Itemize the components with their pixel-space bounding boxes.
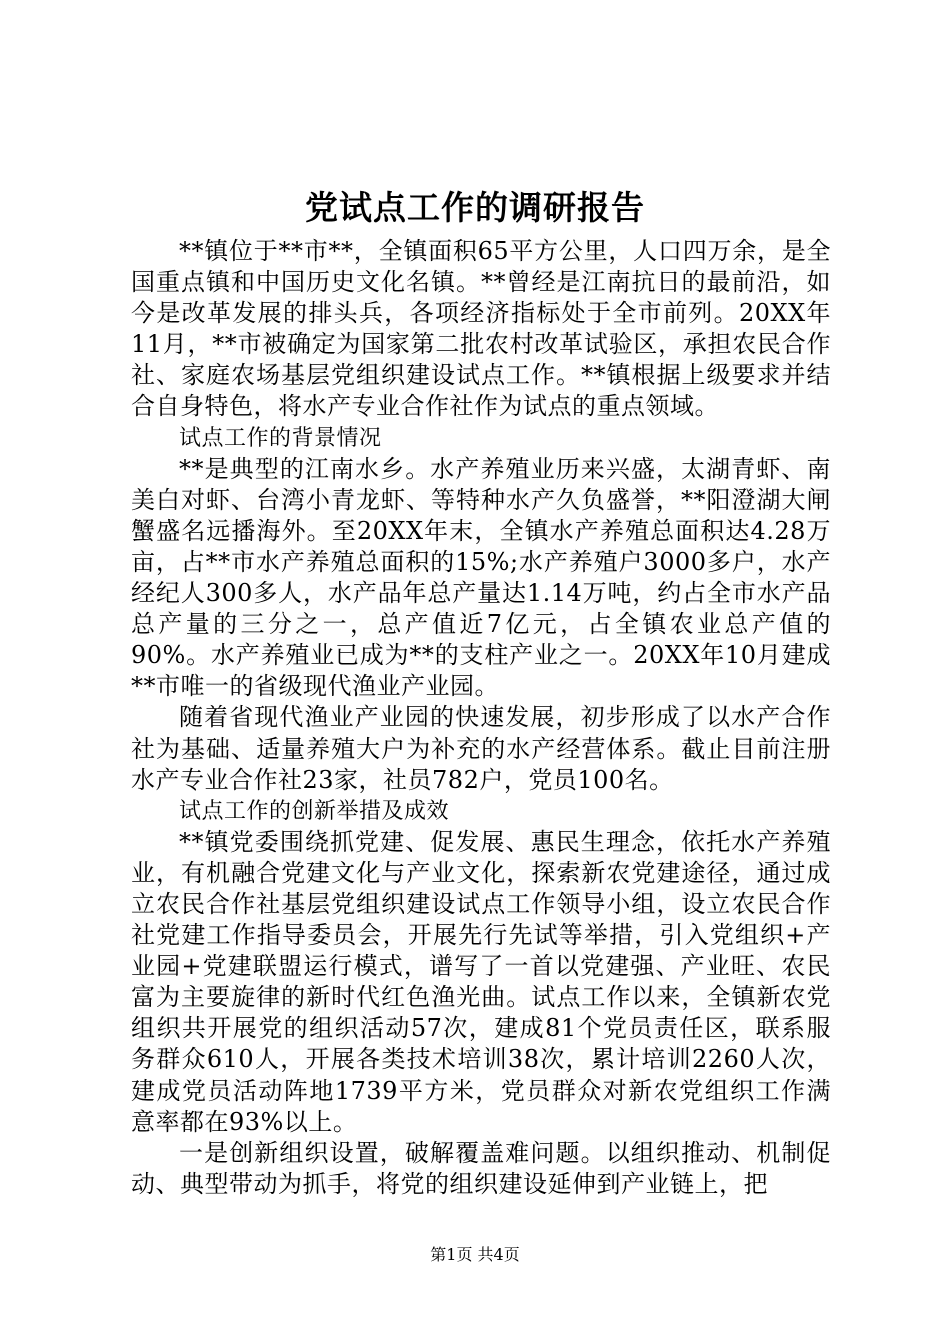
paragraph-cooperatives: 随着省现代渔业产业园的快速发展，初步形成了以水产合作社为基础、适量养殖大户为补充的水产经营体系。截止目前注册水产专业合作社23家，社员782户，党员100名。 — [131, 703, 831, 794]
document-body — [131, 236, 831, 1200]
section-heading-background: 试点工作的背景情况 — [179, 425, 382, 451]
document-title: 党试点工作的调研报告 — [305, 188, 645, 227]
section-heading-innovation: 试点工作的创新举措及成效 — [179, 798, 450, 824]
paragraph-background: **是典型的江南水乡。水产养殖业历来兴盛，太湖青虾、南美白对虾、台湾小青龙虾、等特种水产久负盛誉，**阳澄湖大闸蟹盛名远播海外。至20XX年末，全镇水产养殖总面积达4.28万亩，占**市水产养殖总面积的15%;水产养殖户3000多户，水产经纪人300多人，水产品年总产量达1.14万吨，约占全市水产品总产量的三分之一，总产值近7亿元，占全镇农业总产值的90%。水产养殖业已成为**的支柱产业之一。20XX年10月建成**市唯一的省级现代渔业产业园。 — [131, 454, 831, 701]
paragraph-innovation: **镇党委围绕抓党建、促发展、惠民生理念，依托水产养殖业，有机融合党建文化与产业文化，探索新农党建途径，通过成立农民合作社基层党组织建设试点工作领导小组，设立农民合作社党建工作指导委员会，开展先行先试等举措，引入党组织+产业园+党建联盟运行模式，谱写了一首以党建强、产业旺、农民富为主要旋律的新时代红色渔光曲。试点工作以来，全镇新农党组织共开展党的组织活动57次，建成81个党员责任区，联系服务群众610人，开展各类技术培训38次，累计培训2260人次，建成党员活动阵地1739平方米，党员群众对新农党组织工作满意率都在93%以上。 — [131, 827, 831, 1136]
page-number-footer: 第1页 共4页 — [430, 1245, 520, 1264]
paragraph-point-one: 一是创新组织设置，破解覆盖难问题。以组织推动、机制促动、典型带动为抓手，将党的组织建设延伸到产业链上，把 — [131, 1138, 831, 1198]
paragraph-intro: **镇位于**市**，全镇面积65平方公里，人口四万余，是全国重点镇和中国历史文化名镇。**曾经是江南抗日的最前沿，如今是改革发展的排头兵，各项经济指标处于全市前列。20XX年11月，**市被确定为国家第二批农村改革试验区，承担农民合作社、家庭农场基层党组织建设试点工作。**镇根据上级要求并结合自身特色，将水产专业合作社作为试点的重点领域。 — [131, 237, 831, 421]
